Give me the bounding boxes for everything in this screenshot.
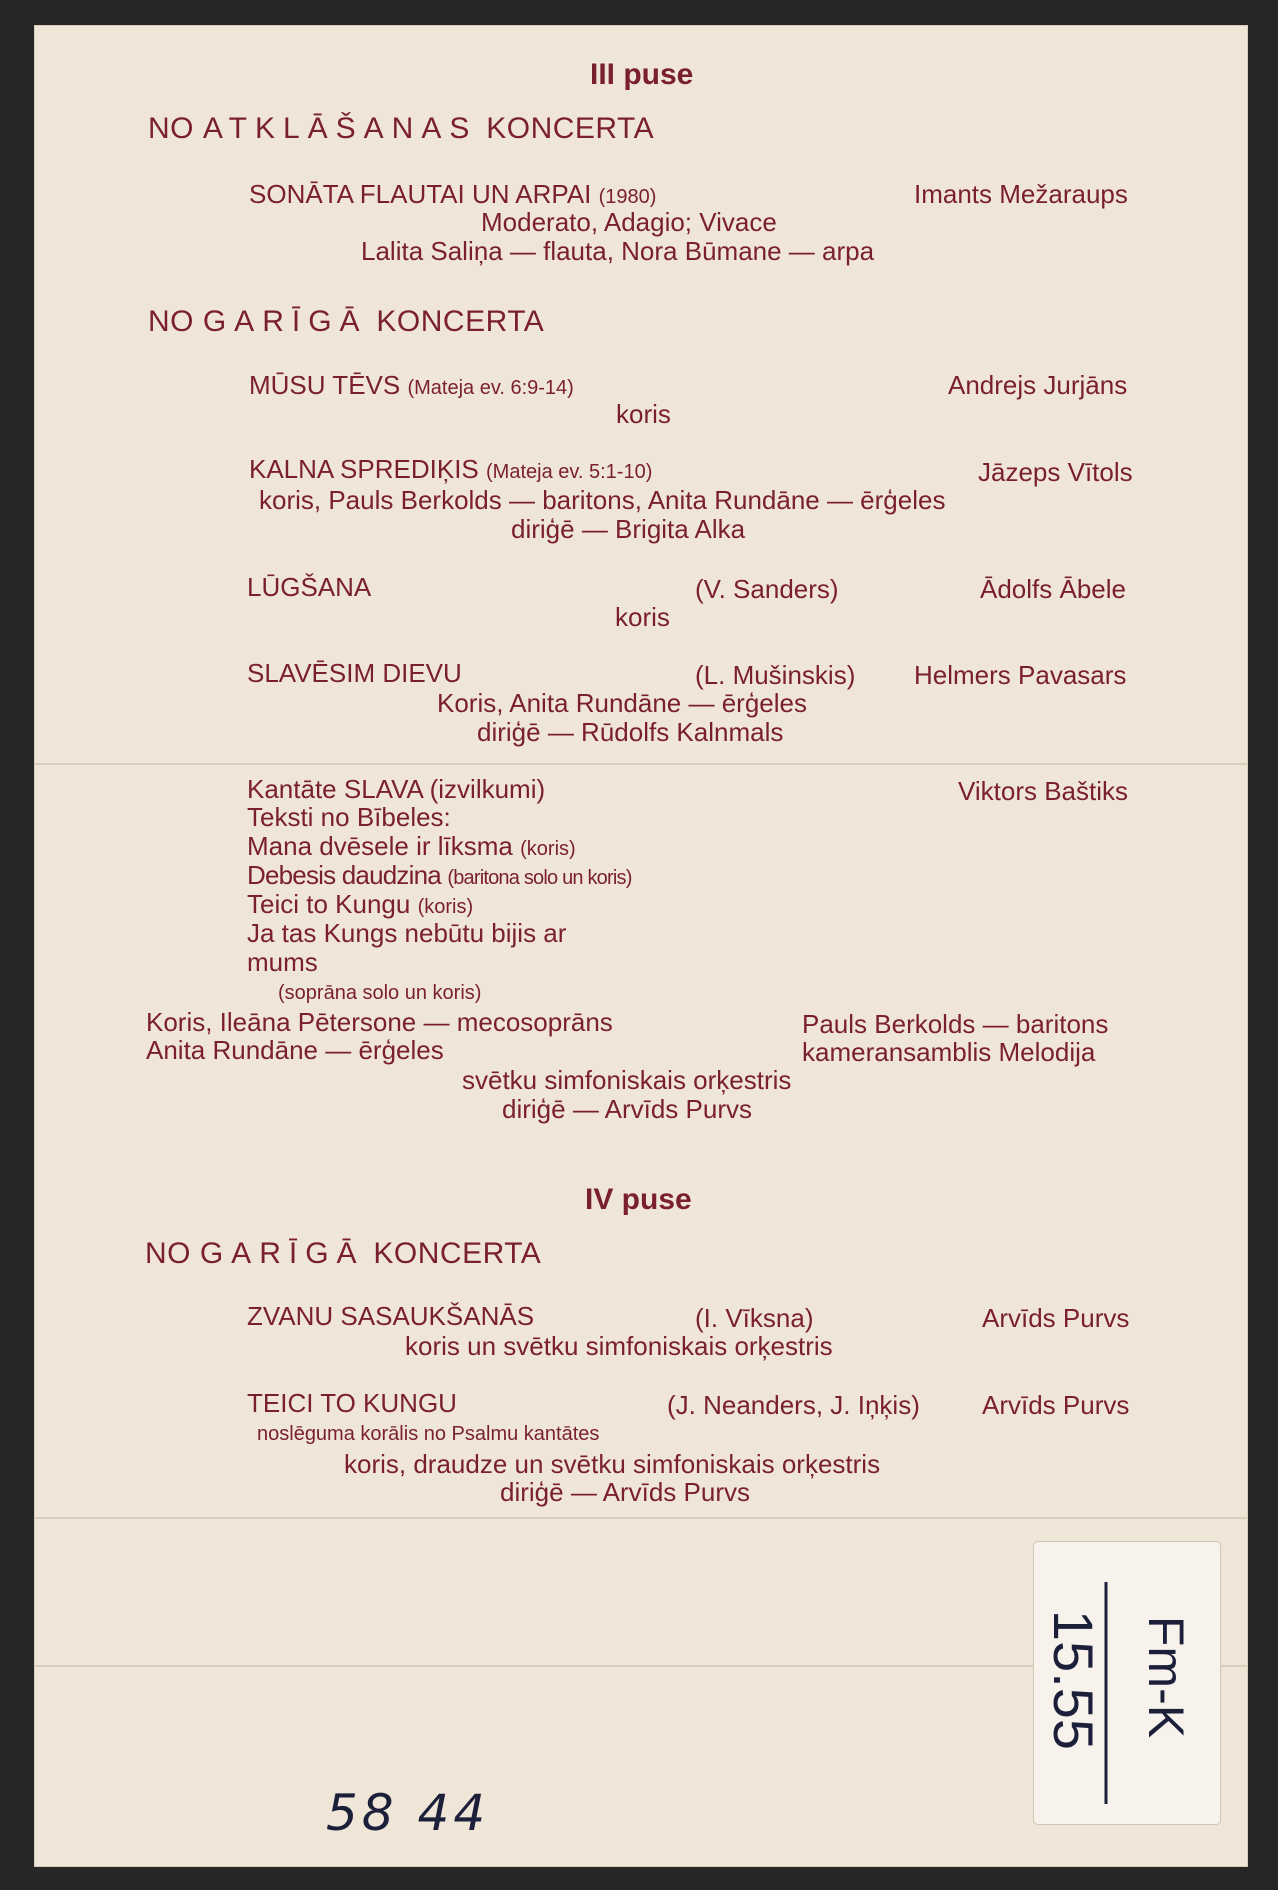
piece-text-author: (L. Mušinskis) <box>695 660 856 690</box>
piece-conductor: diriģē — Arvīds Purvs <box>500 1477 750 1507</box>
cantata-part-note: (koris) <box>520 838 576 860</box>
part3-heading: III puse <box>590 58 694 91</box>
piece-title: TEICI TO KUNGU <box>247 1388 457 1418</box>
cantata-conductor: diriģē — Arvīds Purvs <box>502 1094 752 1124</box>
cantata-composer: Viktors Baštiks <box>958 776 1129 806</box>
piece-composer: Arvīds Purvs <box>982 1390 1130 1420</box>
sonata-composer: Imants Mežaraups <box>914 179 1128 209</box>
piece-title: SLAVĒSIM DIEVU <box>247 658 462 688</box>
piece-year: (1980) <box>598 186 657 208</box>
title-prefix: NO <box>148 112 194 145</box>
piece-composer: Arvīds Purvs <box>982 1303 1130 1333</box>
piece-conductor: diriģē — Rūdolfs Kalnmals <box>477 717 784 747</box>
cantata-part <box>247 862 632 888</box>
shelfmark-line-2: 15.55 <box>1042 1609 1105 1751</box>
piece-title: SONĀTA FLAUTAI UN ARPAI <box>249 179 592 209</box>
piece-performers: koris, Pauls Berkolds — baritons, Anita Rundāne — ērģeles <box>259 485 946 515</box>
sonata-title <box>249 181 656 207</box>
piece-title-text: KALNA SPREDIĶIS <box>249 454 479 484</box>
cantata-title: Kantāte SLAVA (izvilkumi) <box>247 774 546 804</box>
piece-performers: koris, draudze un svētku simfoniskais orķestris <box>344 1449 881 1479</box>
piece-performers: koris <box>616 399 671 429</box>
piece-performers: koris <box>615 602 670 632</box>
cantata-part-text: Mana dvēsele ir līksma <box>247 831 513 861</box>
cantata-part <box>247 891 473 917</box>
piece-title <box>249 372 574 398</box>
cantata-orchestra: svētku simfoniskais orķestris <box>462 1065 792 1095</box>
title-suffix: KONCERTA <box>373 1237 542 1270</box>
piece-title <box>249 456 652 482</box>
cantata-performers-right: kameransamblis Melodija <box>802 1037 1096 1067</box>
cantata-part-note: (soprāna solo un koris) <box>278 982 482 1004</box>
piece-text-author: (V. Sanders) <box>695 574 839 604</box>
cantata-part-note: (koris) <box>417 896 474 918</box>
sonata-performers: Lalita Saliņa — flauta, Nora Būmane — arpa <box>361 236 875 266</box>
piece-title: ZVANU SASAUKŠANĀS <box>247 1301 535 1331</box>
piece-composer: Andrejs Jurjāns <box>948 370 1128 400</box>
piece-conductor: diriģē — Brigita Alka <box>511 514 746 544</box>
archive-label <box>1034 1542 1220 1824</box>
piece-text-author: (J. Neanders, J. Iņķis) <box>667 1390 920 1420</box>
cantata-performers-right: Pauls Berkolds — baritons <box>802 1009 1109 1039</box>
fold-line <box>34 1517 1248 1519</box>
piece-text-author: (I. Vīksna) <box>695 1303 814 1333</box>
piece-note: (Mateja ev. 6:9-14) <box>407 377 574 399</box>
shelfmark-line-2-wrap <box>1038 1552 1108 1814</box>
title-suffix: KONCERTA <box>486 112 655 145</box>
cantata-part-text: Teici to Kungu <box>247 889 411 919</box>
handwritten-number: 58 44 <box>326 1784 490 1842</box>
shelfmark-line-1-wrap <box>1126 1552 1212 1814</box>
piece-composer: Ādolfs Ābele <box>980 574 1126 604</box>
cantata-part: mums <box>247 947 318 977</box>
cantata-texts-source: Teksti no Bībeles: <box>247 802 451 832</box>
fold-line <box>34 763 1248 765</box>
title-spaced: GARĪGĀ <box>199 1237 365 1270</box>
piece-performers: koris un svētku simfoniskais orķestris <box>405 1331 833 1361</box>
piece-note: (Mateja ev. 5:1-10) <box>486 461 653 483</box>
opening-concert-title <box>148 114 654 144</box>
cantata-part-text: Debesis daudzina <box>247 860 441 890</box>
cantata-part <box>247 833 576 859</box>
sacred-concert-title <box>148 307 544 337</box>
cantata-part: Ja tas Kungs nebūtu bijis ar <box>247 918 567 948</box>
title-prefix: NO <box>148 305 194 338</box>
piece-composer: Jāzeps Vītols <box>978 457 1133 487</box>
cantata-part-note: (baritona solo un koris) <box>447 867 632 889</box>
piece-title-text: MŪSU TĒVS <box>249 370 401 400</box>
piece-subtitle: noslēguma korālis no Psalmu kantātes <box>257 1423 600 1445</box>
title-spaced: GARĪGĀ <box>202 305 368 338</box>
part4-heading: IV puse <box>585 1183 692 1216</box>
piece-composer: Helmers Pavasars <box>914 660 1127 690</box>
shelfmark-line-1: Fm-K <box>1138 1615 1194 1739</box>
sonata-movements: Moderato, Adagio; Vivace <box>481 207 777 237</box>
sacred-concert-title <box>145 1239 541 1269</box>
cantata-performers-left: Anita Rundāne — ērģeles <box>146 1035 444 1065</box>
piece-title: LŪGŠANA <box>247 572 372 602</box>
title-suffix: KONCERTA <box>376 305 545 338</box>
title-prefix: NO <box>145 1237 191 1270</box>
title-spaced: ATKLĀŠANAS <box>202 112 478 145</box>
cantata-performers-left: Koris, Ileāna Pētersone — mecosoprāns <box>146 1007 613 1037</box>
piece-performers: Koris, Anita Rundāne — ērģeles <box>437 688 807 718</box>
